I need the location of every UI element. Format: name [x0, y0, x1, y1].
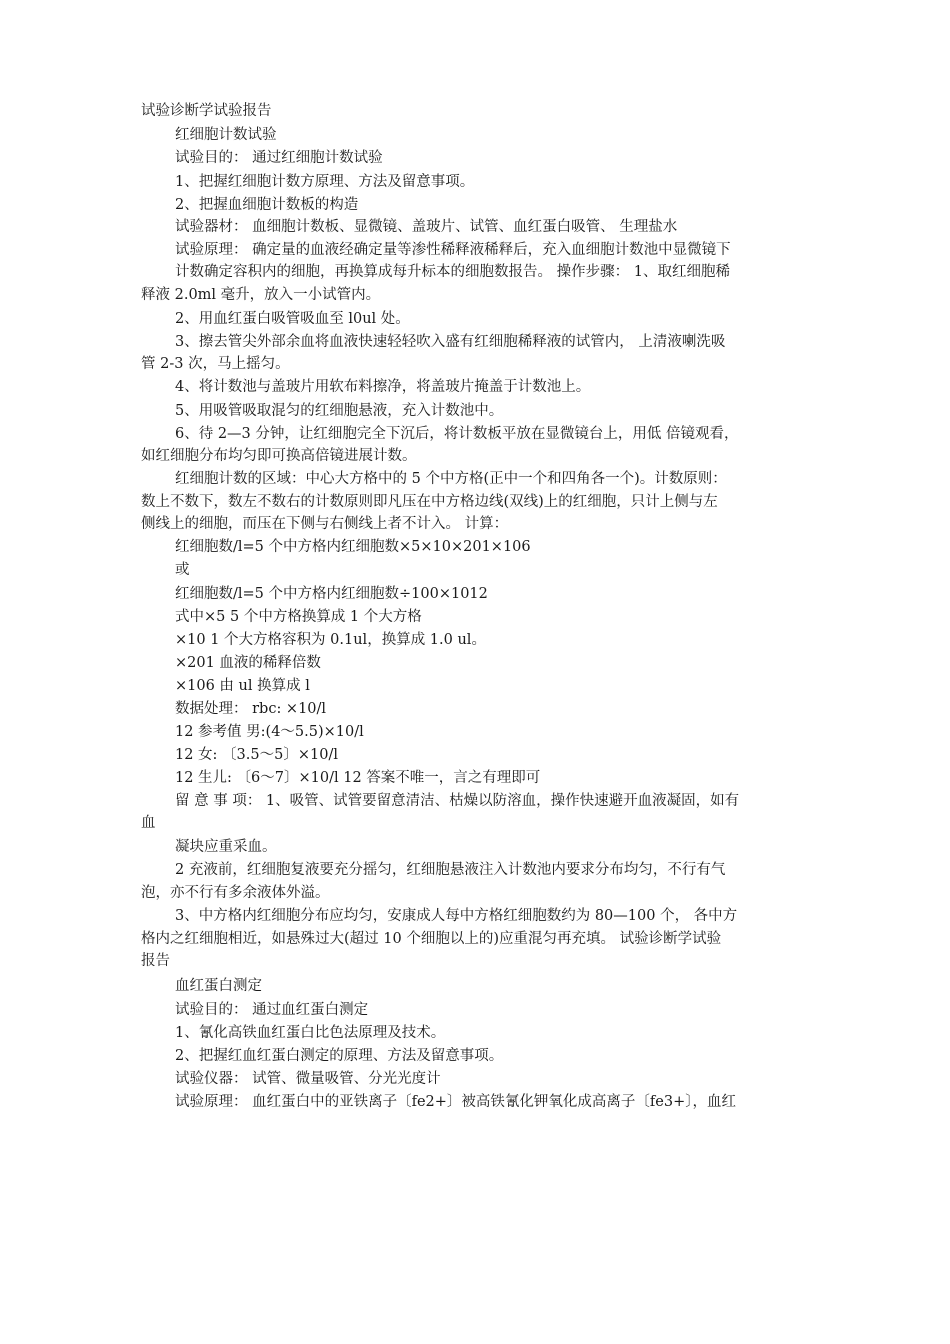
text-line: 试验器材： 血细胞计数板、显微镜、盖玻片、试管、血红蛋白吸管、 生理盐水 [175, 219, 678, 235]
text-line: ×201 血液的稀释倍数 [175, 655, 321, 671]
text-line: 试验目的： 通过红细胞计数试验 [175, 150, 383, 166]
text-line: 血 [141, 815, 156, 831]
text-line: 3、擦去管尖外部余血将血液快速轻轻吹入盛有红细胞稀释液的试管内， 上清液喇洗吸 [175, 334, 726, 350]
text-line: 红细胞计数试验 [175, 127, 277, 143]
text-line: 1、氰化高铁血红蛋白比色法原理及技术。 [175, 1025, 446, 1041]
text-line: 2 充液前，红细胞复液要充分摇匀，红细胞悬液注入计数池内要求分布均匀，不行有气 [175, 862, 726, 878]
text-line: 数上不数下，数左不数右的计数原则即凡压在中方格边线(双线)上的红细胞，只计上侧与左 [141, 494, 718, 510]
text-line: 侧线上的细胞，而压在下侧与右侧线上者不计入。 计算： [141, 516, 509, 532]
text-line: 或 [175, 562, 190, 578]
text-line: 如红细胞分布均匀即可换高倍镜进展计数。 [141, 448, 417, 464]
text-line: 12 参考值 男:(4～5.5)×10/l [175, 724, 364, 740]
text-line: 留 意 事 项： 1、吸管、试管要留意清洁、枯燥以防溶血，操作快速避开血液凝固，如有 [175, 793, 740, 809]
text-line: 2、把握红血红蛋白测定的原理、方法及留意事项。 [175, 1048, 504, 1064]
text-line: 试验仪器： 试管、微量吸管、分光光度计 [175, 1071, 441, 1087]
section-title: 血红蛋白测定 [175, 978, 262, 994]
text-line: 泡，亦不行有多余液体外溢。 [141, 885, 330, 901]
text-line: 2、把握血细胞计数板的构造 [175, 197, 359, 213]
text-line: 6、待 2—3 分钟，让红细胞完全下沉后，将计数板平放在显微镜台上，用低 倍镜观看， [175, 426, 739, 442]
text-line: 凝块应重采血。 [175, 839, 277, 855]
text-line: 12 女: 〔3.5～5〕×10/l [175, 747, 338, 763]
text-line: 报告 [141, 953, 170, 969]
text-line: 数据处理： rbc: ×10/l [175, 701, 327, 717]
text-line: 红细胞数/l=5 个中方格内红细胞数÷100×1012 [175, 586, 488, 602]
text-line: 红细胞数/l=5 个中方格内红细胞数×5×10×201×106 [175, 539, 531, 555]
text-line: 4、将计数池与盖玻片用软布料擦净，将盖玻片掩盖于计数池上。 [175, 379, 591, 395]
text-line: 试验原理： 血红蛋白中的亚铁离子〔fe2+〕被高铁氰化钾氧化成高离子〔fe3+〕，血红 [175, 1094, 737, 1110]
text-line: 管 2-3 次，马上摇匀。 [141, 356, 290, 372]
text-line: 12 生儿: 〔6～7〕×10/l 12 答案不唯一，言之有理即可 [175, 770, 541, 786]
text-line: 红细胞计数的区域：中心大方格中的 5 个中方格(正中一个和四角各一个)。计数原则： [175, 471, 727, 487]
text-line: 2、用血红蛋白吸管吸血至 l0ul 处。 [175, 311, 410, 327]
text-line: 格内之红细胞相近，如悬殊过大(超过 10 个细胞以上的)应重混匀再充填。 试验诊断学试验 [141, 931, 722, 947]
text-line: 试验原理： 确定量的血液经确定量等渗性稀释液稀释后，充入血细胞计数池中显微镜下 [175, 242, 731, 258]
text-line: ×10 1 个大方格容积为 0.1ul，换算成 1.0 ul。 [175, 632, 486, 648]
text-line: 释液 2.0ml 毫升，放入一小试管内。 [141, 287, 381, 303]
text-line: 1、把握红细胞计数方原理、方法及留意事项。 [175, 174, 475, 190]
text-line: 式中×5 5 个中方格换算成 1 个大方格 [175, 609, 422, 625]
text-line: 3、中方格内红细胞分布应均匀，安康成人每中方格红细胞数约为 80—100 个， 各中方 [175, 908, 738, 924]
document-title: 试验诊断学试验报告 [141, 103, 272, 119]
text-line: 试验目的： 通过血红蛋白测定 [175, 1002, 369, 1018]
text-line: 计数确定容积内的细胞，再换算成每升标本的细胞数报告。 操作步骤： 1、取红细胞稀 [175, 264, 730, 280]
text-line: 5、用吸管吸取混匀的红细胞悬液，充入计数池中。 [175, 403, 504, 419]
text-line: ×106 由 ul 换算成 l [175, 678, 310, 694]
